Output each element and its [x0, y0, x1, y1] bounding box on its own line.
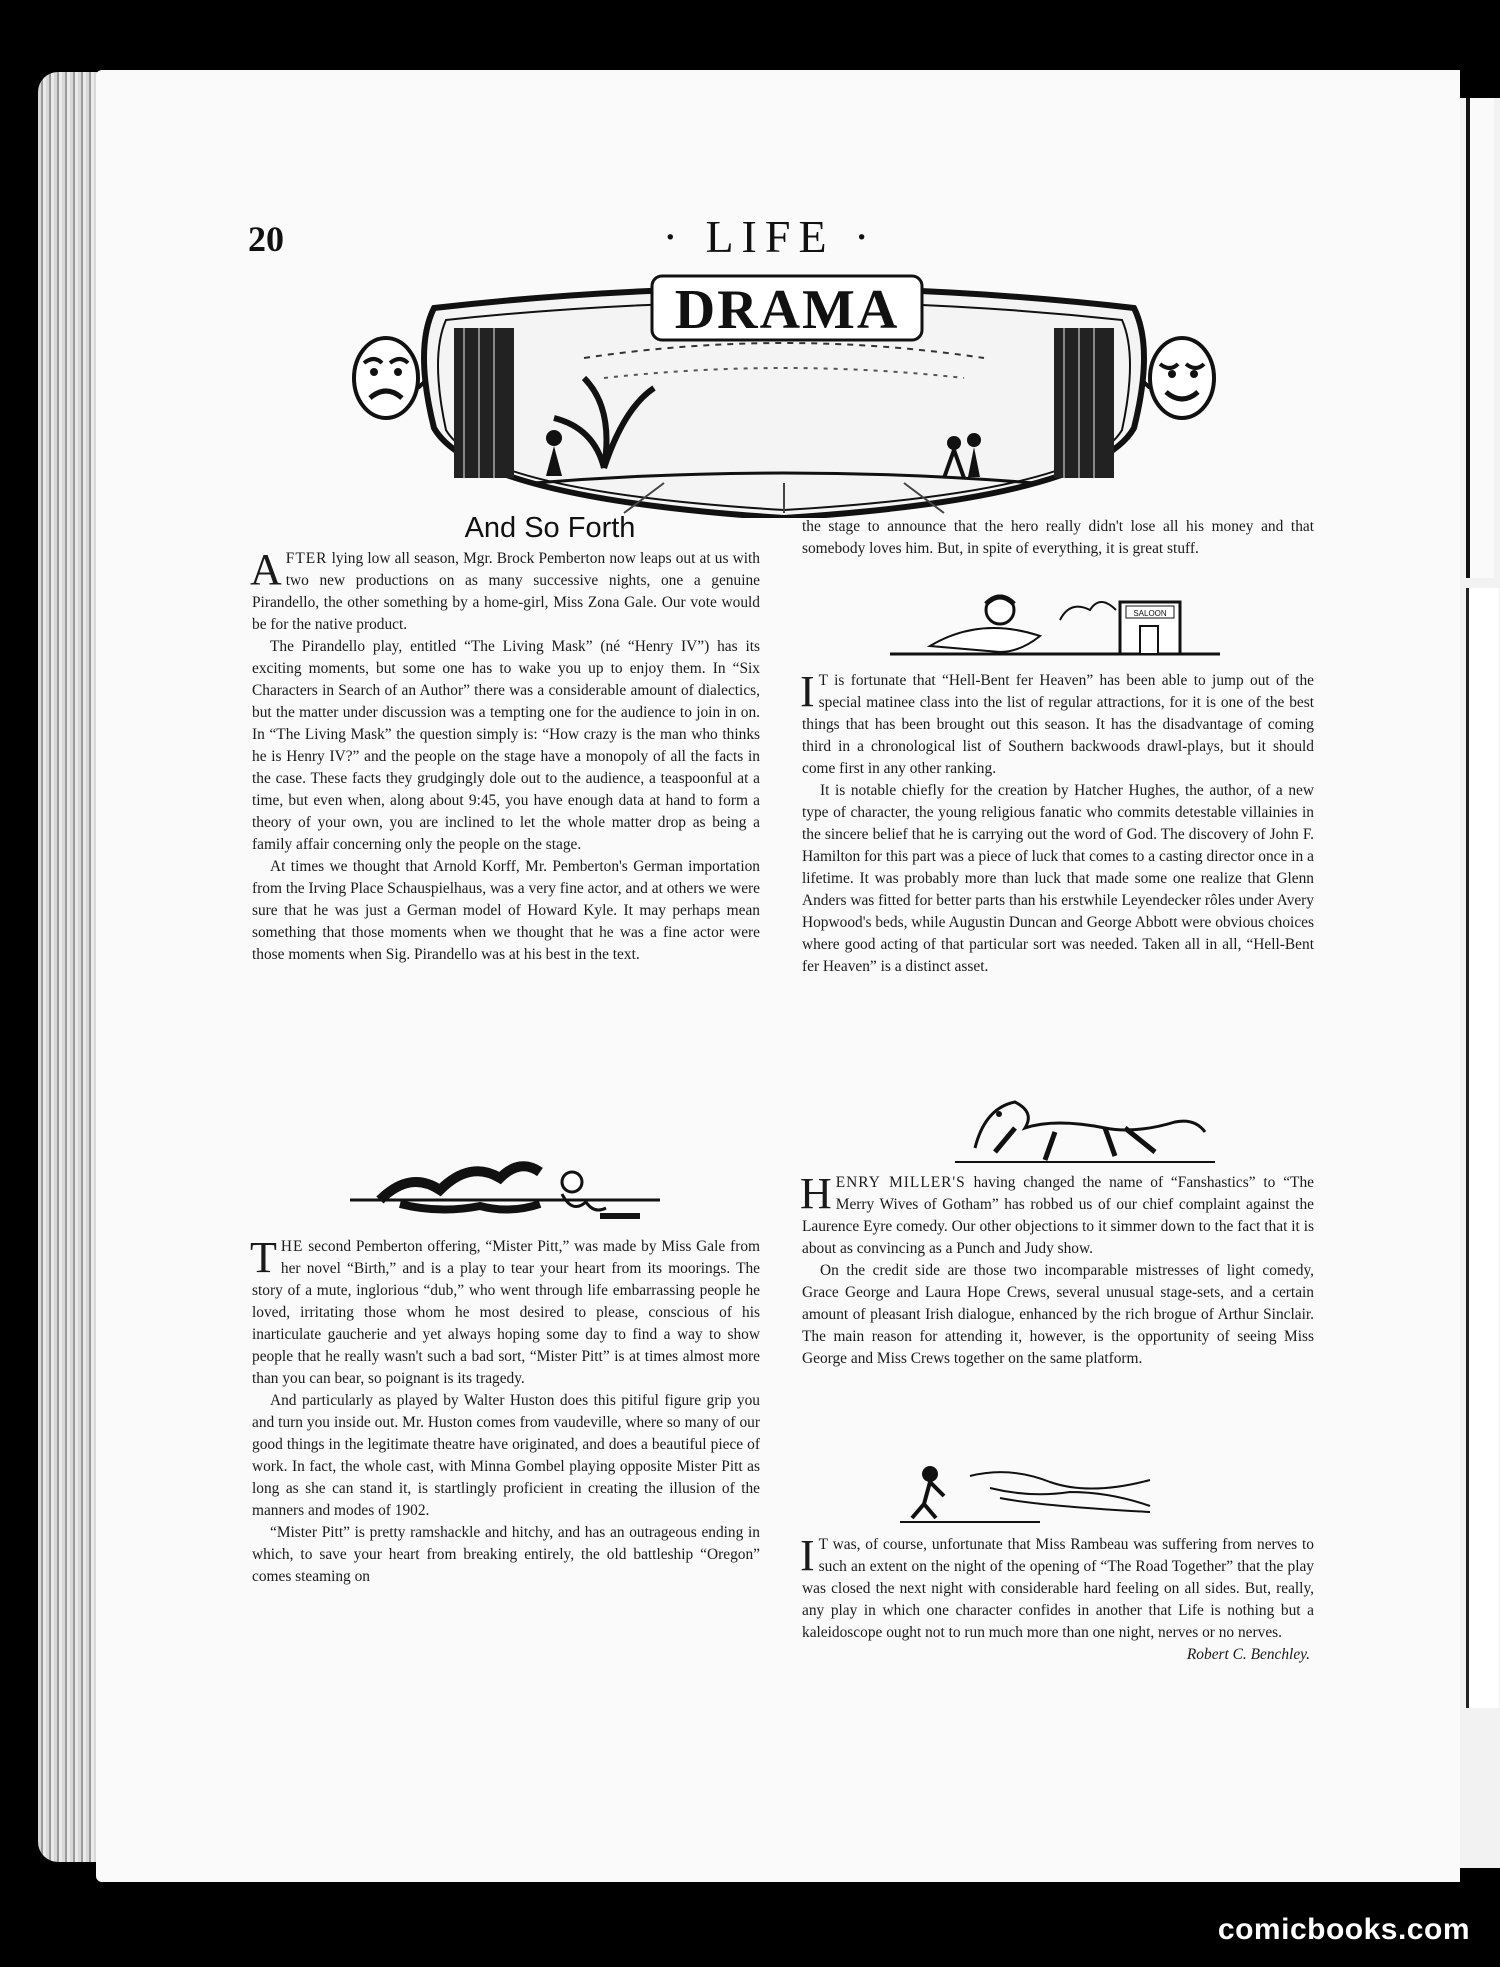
banner-title: DRAMA [674, 279, 900, 341]
left-column-top [250, 545, 760, 966]
right-column-middle [800, 667, 1314, 978]
author-signature: Robert C. Benchley. [1186, 1646, 1310, 1663]
page-number: 20 [248, 219, 284, 259]
paragraph: I T was, of course, unfortunate that Miss Rambeau was suffering from nerves to such an extent on the night of the opening of “The Road Together” that the play was closed the next night with considerable hard feeling on all sides. But, really, any play in which one character confides in another that Life is nothing but a kaleidoscope ought not to run much more than one night, nerves or no nerves. [800, 1531, 1314, 1641]
chase-scene-illustration [900, 1458, 1160, 1528]
paragraph: The Pirandello play, entitled “The Living Mask” (né “Henry IV”) has its exciting moments, but some one has to wake you up to enjoy them. In “Six Characters in Search of an Author” there was a considerable amount of dialectics, but the matter under discussion was a tempting one for the audience to join in on. In “The Living Mask” the question simply is: “How crazy is the man who thinks he is Henry IV?” and the people on the stage have a monopoly of all the facts in the case. These facts they grudgingly dole out to the audience, a teaspoonful at a time, but even when, along about 9:45, you have enough data at hand to form a theory of your own, you are inclined to let the whole matter drop as being a family affair concerning only the people on the stage. [252, 638, 760, 853]
watermark: comicbooks.com [1217, 1913, 1470, 1946]
right-column-top [802, 516, 1314, 560]
paragraph: AFTER lying low all season, Mgr. Brock Pemberton now leaps out at us with two new productions on as many successive nights, one a genuine Pirandello, the other something by a home-girl, Miss Zona Gale. Our vote would be for the native product. [250, 545, 760, 633]
right-column-bottom [800, 1531, 1314, 1666]
running-horse-illustration [955, 1088, 1215, 1168]
masthead: · LIFE · [662, 211, 878, 262]
saloon-sign-text: SALOON [1133, 609, 1167, 618]
paragraph: On the credit side are those two incomparable mistresses of light comedy, Grace George and Laura Hope Crews, several unusual stage-sets, and a certain amount of pleasant Irish dialogue, enhanced by the rich brogue of Arthur Sinclair. The main reason for attending it, however, is the opportunity of seeing Miss George and Miss Crews together on the same platform. [802, 1262, 1314, 1367]
drama-banner-illustration [334, 268, 1234, 518]
saloon-scene-illustration [890, 590, 1220, 660]
right-column-lower [800, 1169, 1314, 1370]
paragraph: It is notable chiefly for the creation by Hatcher Hughes, the author, of a new type of character, the young religious fanatic who commits detestable villainies in the sincere belief that he is carrying out the word of God. The discovery of John F. Hamilton for this part was a piece of luck that comes to a casting director once in a lifetime. It was probably more than luck that made some one realize that Glenn Anders was fitted for better parts than his erstwhile Leyendecker rôles under Avery Hopwood's beds, while Augustin Duncan and George Abbott were obvious choices where good acting of that particular sort was needed. Taken all in all, “Hell-Bent fer Heaven” is a distinct asset. [802, 782, 1314, 975]
paragraph: HENRY MILLER'S having changed the name of “Fanshastics” to “The Merry Wives of Gotham” has robbed us of our chief complaint against the Laurence Eyre comedy. Our other objections to it simmer down to the fact that it is about as convincing as a Punch and Judy show. [800, 1169, 1314, 1257]
paragraph: At times we thought that Arnold Korff, Mr. Pemberton's German importation from the Irving Place Schauspielhaus, was a very fine actor, and at others we were sure that he was just a German model of Howard Kyle. It may perhaps mean something that those moments when we thought that he was a fine actor were those moments when Sig. Pirandello was at his best in the text. [252, 858, 760, 963]
article-title: And So Forth [464, 512, 636, 544]
paragraph: the stage to announce that the hero really didn't lose all his money and that somebody loves him. But, in spite of everything, it is great stuff. [802, 518, 1314, 557]
paragraph: THE second Pemberton offering, “Mister Pitt,” was made by Miss Gale from her novel “Birth,” and is a play to tear your heart from its moorings. The story of a mute, inglorious “dub,” who went through life embarrassing people he loved, irritating those whom he most desired to please, conscious of his inarticulate gaucherie and yet always hoping some day to find a way to show people that he really wasn't such a bad sort, “Mister Pitt” is at times almost more than you can bear, so poignant is its tragedy. [250, 1233, 760, 1387]
facing-page-edge [1460, 98, 1500, 1868]
paragraph: I T is fortunate that “Hell-Bent fer Heaven” has been able to jump out of the special matinee class into the list of regular attractions, for it is one of the best things that has been brought out this season. It has the disadvantage of coming third in a chronological list of Southern backwoods drawl-plays, but it should come first in any other ranking. [800, 667, 1314, 777]
left-column-bottom [250, 1233, 760, 1588]
paragraph: “Mister Pitt” is pretty ramshackle and hitchy, and has an outrageous ending in which, to save your heart from breaking entirely, the old battleship “Oregon” comes steaming on [252, 1524, 760, 1585]
flying-figure-illustration [340, 1160, 670, 1230]
paragraph: And particularly as played by Walter Huston does this pitiful figure grip you and turn you inside out. Mr. Huston comes from vaudeville, where so many of our good things in the legitimate theatre have originated, and does a beautiful piece of work. In fact, the whole cast, with Minna Gombel playing opposite Mister Pitt as long as she can stand it, is startlingly proficient in creating the illusion of the manners and modes of 1902. [252, 1392, 760, 1519]
